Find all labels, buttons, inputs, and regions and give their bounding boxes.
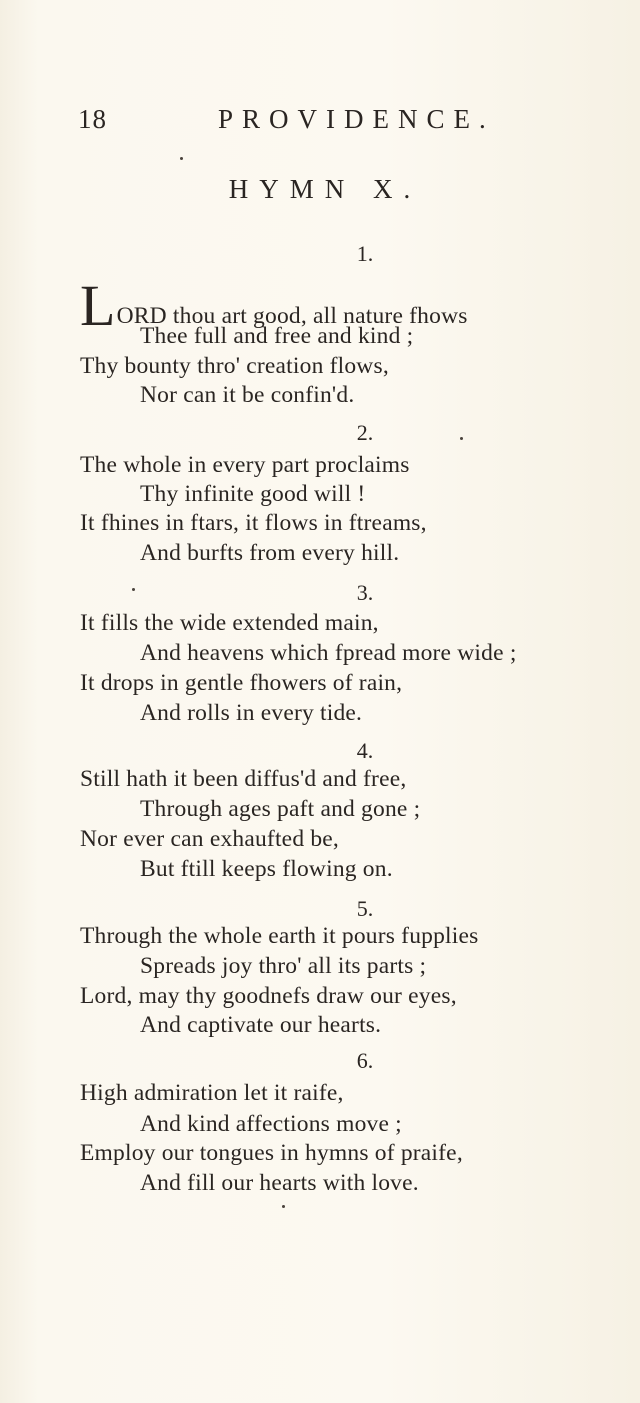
stanza-line: And kind affections move ; [140, 1111, 402, 1137]
stanza-line: Through the whole earth it pours fupplies [80, 923, 479, 949]
stanza-number: 2. [356, 420, 374, 445]
stanza-line: It fhines in ftars, it flows in ftreams, [80, 510, 427, 536]
page-number: 18 [78, 104, 107, 134]
stanza-line: High admiration let it raife, [80, 1080, 344, 1106]
stanza-line: The whole in every part proclaims [80, 452, 410, 478]
stanza-line: Through ages paft and gone ; [140, 796, 421, 822]
stanza-line: Thy infinite good will ! [140, 481, 366, 507]
stanza-line: And rolls in every tide. [140, 700, 363, 726]
ink-speck [132, 588, 135, 591]
stanza-number: 1. [356, 241, 374, 266]
page-header [78, 104, 528, 144]
ink-speck [282, 1205, 285, 1208]
drop-cap: L [80, 273, 116, 338]
stanza-line: Still hath it been diffus'd and free, [80, 766, 407, 792]
stanza-line: Employ our tongues in hymns of praife, [80, 1140, 463, 1166]
stanza-line: And heavens which fpread more wide ; [140, 640, 517, 666]
stanza-line: Spreads joy thro' all its parts ; [140, 953, 427, 979]
stanza-number: 4. [356, 738, 374, 763]
stanza-line: Lord, may thy goodnefs draw our eyes, [80, 983, 457, 1009]
stanza-line: And burfts from every hill. [140, 540, 400, 566]
stanza-line: It drops in gentle fhowers of rain, [80, 670, 403, 696]
stanza-number: 5. [356, 896, 374, 921]
stanza-line: Thy bounty thro' creation flows, [80, 353, 389, 379]
stanza-line: Nor ever can exhaufted be, [80, 826, 339, 852]
ink-speck [180, 157, 183, 160]
stanza-line: Nor can it be confin'd. [140, 382, 355, 408]
stanza-line: And fill our hearts with love. [140, 1170, 419, 1196]
stanza-line: It fills the wide extended main, [80, 610, 379, 636]
running-head: PROVIDENCE. [218, 104, 495, 134]
first-line-text: ORD thou art good, all nature fhows [116, 303, 468, 329]
stanza-line: And captivate our hearts. [140, 1012, 382, 1038]
ink-speck [460, 437, 463, 440]
stanza-line: Thee full and free and kind ; [140, 323, 414, 349]
stanza-number: 3. [356, 580, 374, 605]
hymn-title: HYMN X. [228, 174, 422, 204]
stanza-number: 6. [356, 1048, 374, 1073]
stanza-line: But ftill keeps flowing on. [140, 856, 393, 882]
